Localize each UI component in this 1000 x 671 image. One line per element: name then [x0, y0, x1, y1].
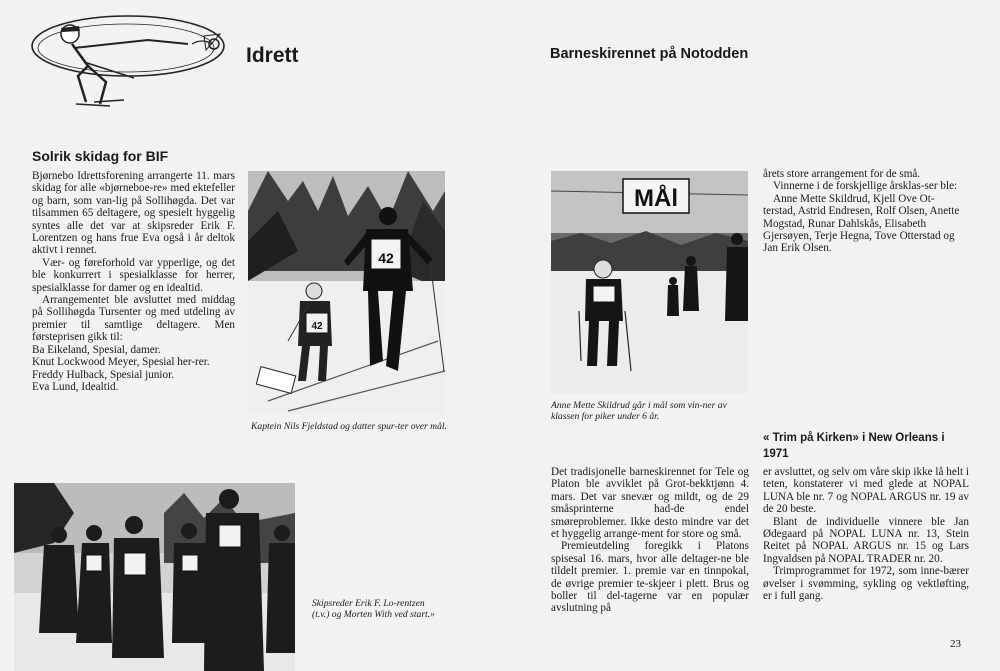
article-paragraph: Vinnerne i de forskjellige årsklas-ser ble: — [773, 180, 958, 193]
photo-caption: Anne Mette Skildrud går i mål som vin-ner av klassen for piker under 6 år. — [551, 400, 727, 422]
photo-caption: Skipsreder Erik F. Lo-rentzen (t.v.) og Morten With ved start.» — [312, 598, 435, 620]
trim-article-title: « Trim på Kirken» i New Orleans i 1971 — [763, 432, 945, 460]
winner-entry: Ba Eikeland, Spesial, damer. — [32, 343, 161, 356]
article-paragraph: Det tradisjonelle barneskirennet for Tele og Platon ble avviklet på Grot-bekktjønn 4. mars. Det var snevær og mildt, og de 29 småsprinterne had-de endel smøreproblemer. Ikke desto mindre var det et hyggelig arrange-ment for store og små. — [551, 466, 749, 541]
winner-entry: Knut Lockwood Meyer, Spesial her-rer. — [32, 356, 210, 369]
winner-names: Anne Mette Skildrud, Kjell Ove Ot-terstad, Astrid Endresen, Rolf Olsen, Anette Mogstad, Runar Dahlskås, Elisabeth Gjersøyen, Terje Hegna, Tove Otterstad og Jan Erik Olsen. — [763, 192, 960, 255]
winner-entry: Eva Lund, Idealtid. — [32, 380, 119, 393]
article-paragraph: Bjørnebo Idrettsforening arrangerte 11. mars skidag for alle «bjørneboe-re» med ektefeller og barn, som van-lig på Sollihøgda. Det var tilsammen 65 deltagere, og spesielt hyggelig syntes alle det var at skipsreder Erik F. Lorentzen og hans frue Eva også i år deltok aktivt i rennet. — [32, 170, 235, 257]
winner-list — [32, 344, 235, 394]
article-paragraph: Arrangementet ble avsluttet med middag på Sollihøgda Tursenter og med utdeling av premier til samtlige deltagere. Men førsteprisen gikk til: — [32, 294, 235, 344]
finish-banner-text: MÅl — [634, 185, 678, 212]
photo-caption: Kaptein Nils Fjeldstad og datter spur-ter over mål. — [251, 421, 447, 432]
winner-entry: Freddy Hulback, Spesial junior. — [32, 368, 175, 381]
article-paragraph: Trimprogrammet for 1972, som inne-bærer øvelser i svømming, sykling og vektløfting, er i full gang. — [763, 565, 969, 603]
photo-skiing-father-daughter — [248, 171, 445, 414]
page-number: 23 — [950, 638, 961, 650]
idrett-logo-illustration — [28, 4, 228, 114]
barneskirennet-heading: Barneskirennet på Notodden — [550, 46, 749, 62]
trim-article-body — [763, 466, 969, 602]
photo-start-group — [14, 483, 295, 671]
article-paragraph: Vær- og føreforhold var ypperlige, og det ble konkurrert i spesialklasse for herrer, spesialklasse for damer og en idealtid. — [32, 256, 235, 294]
article-paragraph: Blant de individuelle vinnere ble Jan Ødegaard på NOPAL LUNA nr. 13, Stein Reitet på NOPAL ARGUS nr. 15 og Lars Ingvaldsen på NOPAL TRADER nr. 20. — [763, 515, 969, 565]
photo-finish-line — [551, 171, 748, 393]
article-paragraph: årets store arrangement for de små. — [763, 168, 921, 180]
article-title: Solrik skidag for BIF — [32, 148, 169, 164]
article-paragraph: Premieutdeling foregikk i Platons spisesal 16. mars, hvor alle deltager-ne ble tildelt premier. 1. premie var en tinnpokal, de øvrige premier te-skjeer i plett. Brus og boller til del-tagerne var en populær avslutning på — [551, 540, 749, 615]
bib-number: 42 — [311, 321, 323, 332]
article-body — [32, 170, 235, 393]
barneskirennet-continuation — [763, 168, 967, 255]
section-heading: Idrett — [246, 44, 299, 67]
barneskirennet-body — [551, 466, 749, 615]
article-paragraph: er avsluttet, og selv om våre skip ikke lå helt i teten, konstaterer vi med glede at NOPAL LUNA ble nr. 7 og NOPAL ARGUS nr. 19 av de 20 beste. — [763, 466, 969, 516]
bib-number: 42 — [378, 250, 394, 266]
